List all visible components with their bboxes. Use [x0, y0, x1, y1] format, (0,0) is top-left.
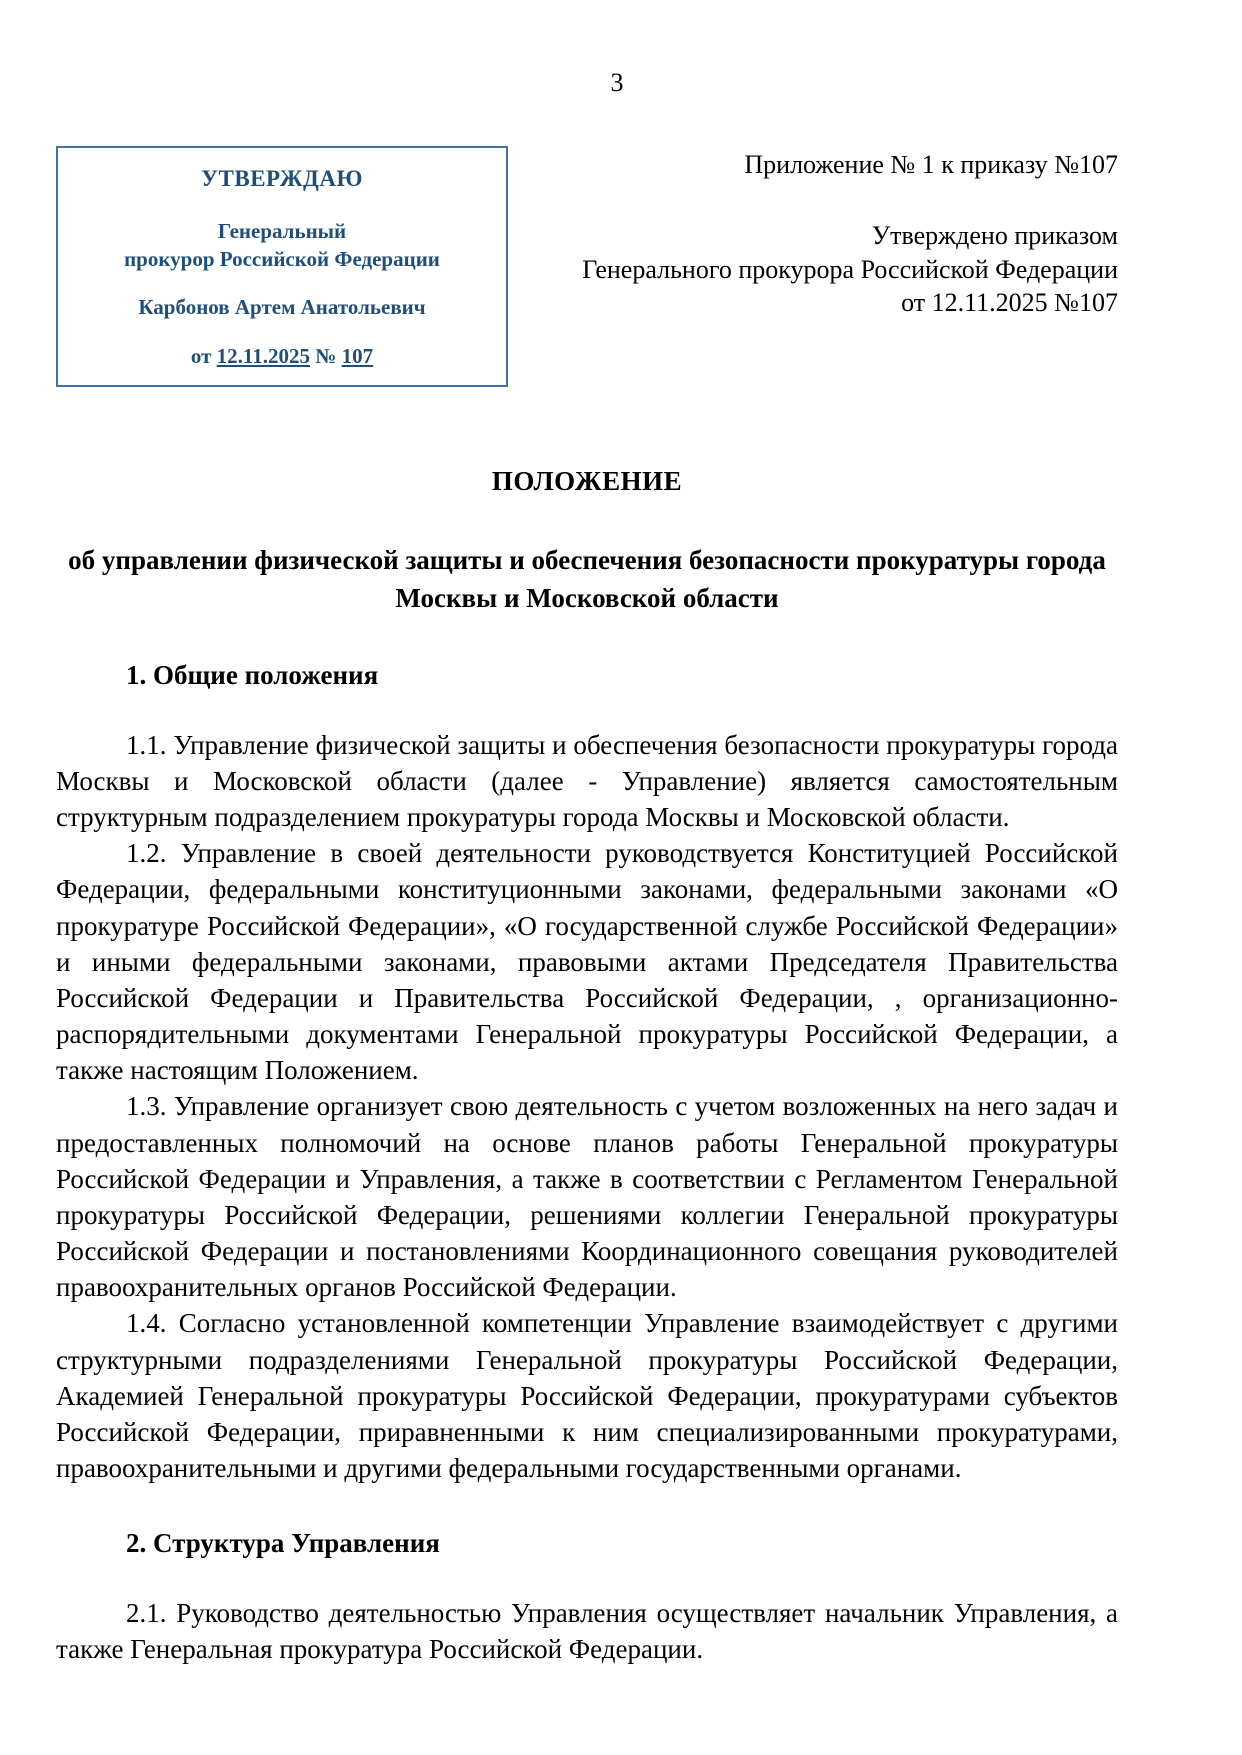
- approval-stamp-title: УТВЕРЖДАЮ: [201, 166, 363, 191]
- paragraph-1-3: 1.3. Управление организует свою деятельность с учетом возложенных на него задач и предоставленных полномочий на основе планов работы Генеральной прокуратуры Российской Федерации и Управления, а также в соответствии с Регламентом Генеральной прокуратуры Российской Федерации, решениями коллегии Генеральной прокуратуры Российской Федерации и постановлениями Координационного совещания руководителей правоохранительных органов Российской Федерации.: [56, 1091, 1118, 1303]
- approval-stamp-role-line-1: Генеральный: [217, 219, 347, 243]
- order-reference-appendix: Приложение № 1 к приказу №107: [744, 150, 1118, 179]
- section-heading-2: 2. Структура Управления: [126, 1528, 440, 1559]
- document-title: ПОЛОЖЕНИЕ: [491, 466, 683, 496]
- approval-stamp-date-line: [68, 344, 496, 369]
- paragraph-1-1: 1.1. Управление физической защиты и обеспечения безопасности прокуратуры города Москвы и Московской области (далее - Управление) является самостоятельным структурным подразделением прокуратуры города Москвы и Московской области.: [56, 729, 1118, 832]
- approval-stamp: [56, 146, 508, 387]
- page-number: 3: [610, 68, 624, 97]
- approval-stamp-date-value: 12.11.2025: [216, 344, 311, 369]
- section-heading-1: 1. Общие положения: [126, 659, 379, 690]
- approval-stamp-number-sign: №: [315, 344, 337, 369]
- approval-stamp-name: Карбонов Артем Анатольевич: [138, 295, 426, 320]
- order-reference-block: [558, 148, 1118, 319]
- header-region: [56, 146, 1118, 369]
- document-subtitle: об управлении физической защиты и обеспечения безопасности прокуратуры города Москвы и Московской области: [68, 545, 1106, 614]
- paragraph-2-1: 2.1. Руководство деятельностью Управления осуществляет начальник Управления, а также Генеральная прокуратура Российской Федерации.: [56, 1598, 1118, 1665]
- approval-stamp-number-value: 107: [341, 344, 374, 369]
- approval-stamp-date-prefix: от: [190, 344, 212, 369]
- paragraph-1-2: 1.2. Управление в своей деятельности руководствуется Конституцией Российской Федерации, федеральными конституционными законами, федеральными законами «О прокуратуре Российской Федерации», «О государственной службе Российской Федерации» и иными федеральными законами, правовыми актами Председателя Правительства Российской Федерации и Правительства Российской Федерации, , организационно-распорядительными документами Генеральной прокуратуры Российской Федерации, а также настоящим Положением.: [56, 838, 1118, 1086]
- approval-stamp-role-line-2: прокурор Российской Федерации: [124, 246, 440, 271]
- paragraph-1-4: 1.4. Согласно установленной компетенции Управление взаимодействует с другими структурными подразделениями Генеральной прокуратуры Российской Федерации, Академией Генеральной прокуратуры Российской Федерации, прокуратурами субъектов Российской Федерации, приравненными к ним специализированными прокуратурами, правоохранительными и другими федеральными государственными органами.: [56, 1308, 1118, 1484]
- order-reference-approved-by: Утверждено приказом: [871, 221, 1118, 251]
- order-reference-date: от 12.11.2025 №107: [901, 287, 1118, 317]
- order-reference-authority: Генерального прокурора Российской Федерации: [582, 254, 1118, 284]
